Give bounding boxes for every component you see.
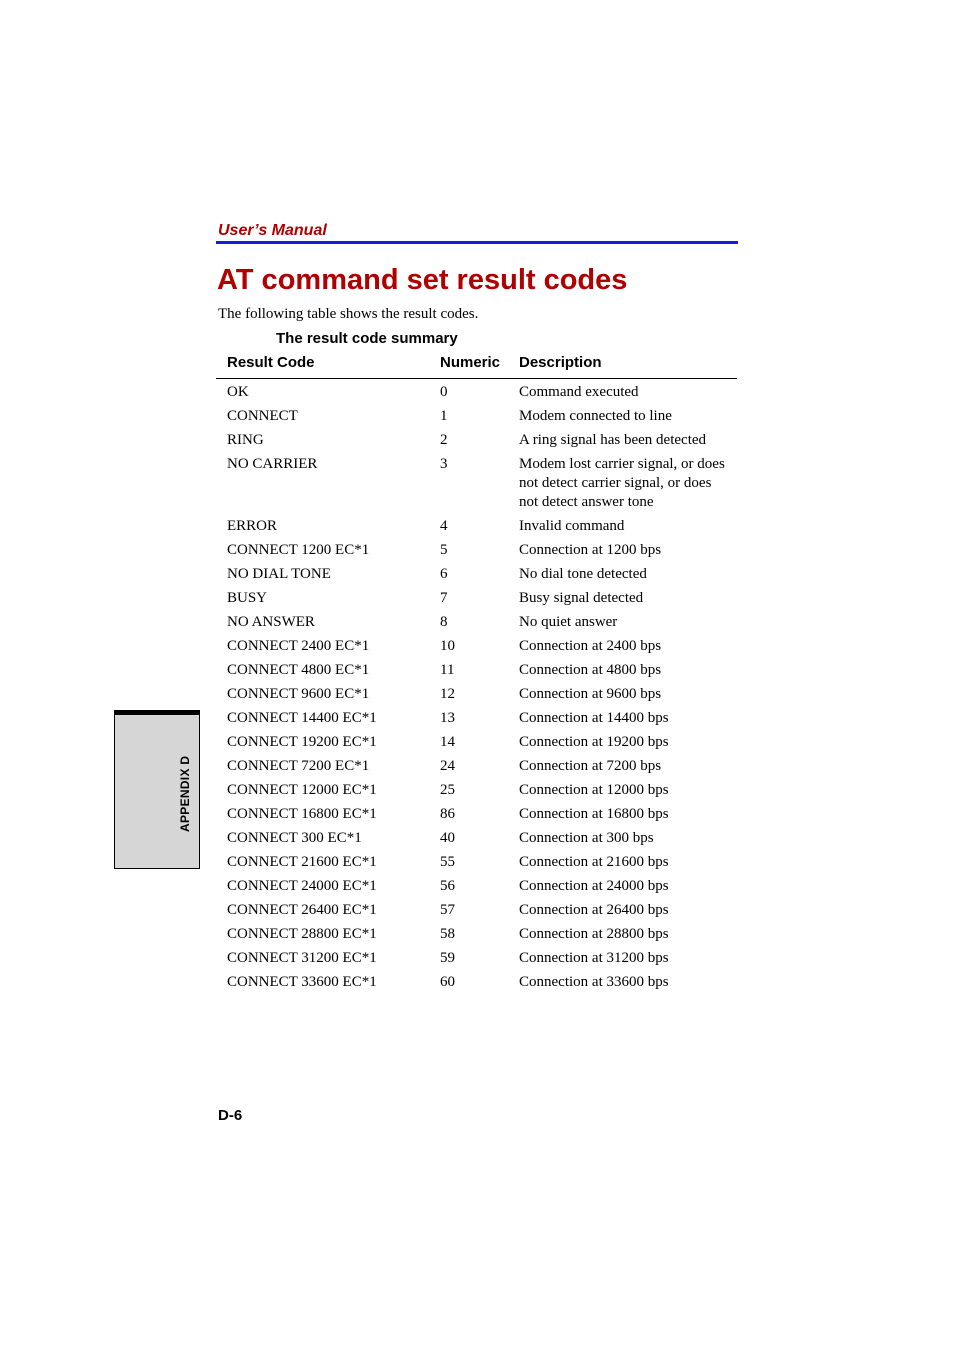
table-row: [0, 565, 954, 589]
table-row: [0, 661, 954, 685]
description-cell: Connection at 31200 bps: [519, 950, 669, 966]
description-cell: Modem connected to line: [519, 408, 672, 424]
numeric-cell: 11: [440, 662, 455, 678]
numeric-cell: 1: [440, 408, 448, 424]
result-code-cell: CONNECT 19200 EC*1: [227, 734, 377, 750]
numeric-cell: 57: [440, 902, 455, 918]
numeric-cell: 0: [440, 384, 448, 400]
column-header-result-code: Result Code: [227, 354, 315, 371]
description-cell: Connection at 9600 bps: [519, 686, 662, 702]
appendix-side-tab-label: APPENDIX D: [178, 755, 192, 832]
description-cell: Invalid command: [519, 518, 625, 534]
page-title: AT command set result codes: [217, 264, 628, 296]
description-cell: Connection at 24000 bps: [519, 878, 669, 894]
numeric-cell: 14: [440, 734, 455, 750]
description-cell: Connection at 33600 bps: [519, 974, 669, 990]
numeric-cell: 5: [440, 542, 448, 558]
result-code-cell: BUSY: [227, 590, 268, 606]
intro-text: The following table shows the result codes.: [218, 306, 479, 322]
description-cell: Connection at 28800 bps: [519, 926, 669, 942]
result-code-cell: CONNECT 21600 EC*1: [227, 854, 377, 870]
result-code-cell: CONNECT 14400 EC*1: [227, 710, 377, 726]
result-code-cell: CONNECT 28800 EC*1: [227, 926, 377, 942]
description-cell: Connection at 300 bps: [519, 830, 654, 846]
result-code-cell: OK: [227, 384, 249, 400]
numeric-cell: 12: [440, 686, 455, 702]
column-header-description: Description: [519, 354, 602, 371]
numeric-cell: 7: [440, 590, 448, 606]
numeric-cell: 24: [440, 758, 455, 774]
description-cell: Modem lost carrier signal, or does not detect carrier signal, or does not detect answer tone: [519, 456, 725, 510]
result-code-cell: CONNECT 24000 EC*1: [227, 878, 377, 894]
page-number: D-6: [218, 1107, 243, 1124]
result-code-cell: CONNECT 4800 EC*1: [227, 662, 370, 678]
result-code-cell: CONNECT 16800 EC*1: [227, 806, 377, 822]
numeric-cell: 56: [440, 878, 455, 894]
numeric-cell: 60: [440, 974, 455, 990]
table-caption: The result code summary: [276, 330, 458, 347]
numeric-cell: 6: [440, 566, 448, 582]
description-cell: Command executed: [519, 384, 639, 400]
description-cell: No dial tone detected: [519, 566, 647, 582]
description-cell: Connection at 7200 bps: [519, 758, 662, 774]
table-row: [0, 925, 954, 949]
table-row: [0, 877, 954, 901]
result-code-cell: CONNECT 33600 EC*1: [227, 974, 377, 990]
result-code-cell: NO CARRIER: [227, 456, 318, 472]
description-cell: Connection at 26400 bps: [519, 902, 669, 918]
result-code-cell: NO ANSWER: [227, 614, 315, 630]
running-header-title: User’s Manual: [218, 222, 327, 239]
result-code-cell: CONNECT 2400 EC*1: [227, 638, 370, 654]
result-code-cell: RING: [227, 432, 264, 448]
table-row: [0, 455, 954, 517]
description-cell: No quiet answer: [519, 614, 618, 630]
result-code-cell: CONNECT 31200 EC*1: [227, 950, 377, 966]
table-row: [0, 901, 954, 925]
result-code-cell: CONNECT 1200 EC*1: [227, 542, 370, 558]
table-row: [0, 431, 954, 455]
table-row: [0, 613, 954, 637]
result-code-cell: ERROR: [227, 518, 278, 534]
header-rule: [216, 241, 738, 244]
result-code-cell: CONNECT 9600 EC*1: [227, 686, 370, 702]
numeric-cell: 8: [440, 614, 448, 630]
table-row: [0, 589, 954, 613]
table-header-rule: [216, 378, 737, 379]
numeric-cell: 86: [440, 806, 455, 822]
result-code-cell: CONNECT 300 EC*1: [227, 830, 362, 846]
table-row: [0, 383, 954, 407]
numeric-cell: 55: [440, 854, 455, 870]
table-row: [0, 517, 954, 541]
result-code-table-body: [0, 383, 954, 997]
description-cell: Connection at 21600 bps: [519, 854, 669, 870]
numeric-cell: 25: [440, 782, 455, 798]
description-cell: Connection at 14400 bps: [519, 710, 669, 726]
result-code-cell: CONNECT 26400 EC*1: [227, 902, 377, 918]
result-code-cell: CONNECT 7200 EC*1: [227, 758, 370, 774]
result-code-cell: CONNECT: [227, 408, 298, 424]
description-cell: Connection at 12000 bps: [519, 782, 669, 798]
numeric-cell: 40: [440, 830, 455, 846]
numeric-cell: 58: [440, 926, 455, 942]
table-row: [0, 949, 954, 973]
numeric-cell: 59: [440, 950, 455, 966]
numeric-cell: 3: [440, 456, 448, 472]
description-cell: Connection at 19200 bps: [519, 734, 669, 750]
description-cell: Connection at 1200 bps: [519, 542, 662, 558]
result-code-cell: NO DIAL TONE: [227, 566, 331, 582]
numeric-cell: 2: [440, 432, 448, 448]
numeric-cell: 4: [440, 518, 448, 534]
description-cell: Busy signal detected: [519, 590, 644, 606]
table-row: [0, 407, 954, 431]
numeric-cell: 10: [440, 638, 455, 654]
description-cell: Connection at 4800 bps: [519, 662, 662, 678]
description-cell: A ring signal has been detected: [519, 432, 707, 448]
column-header-numeric: Numeric: [440, 354, 501, 371]
table-row: [0, 637, 954, 661]
table-row: [0, 685, 954, 709]
table-row: [0, 973, 954, 997]
description-cell: Connection at 2400 bps: [519, 638, 662, 654]
numeric-cell: 13: [440, 710, 455, 726]
table-row: [0, 541, 954, 565]
description-cell: Connection at 16800 bps: [519, 806, 669, 822]
result-code-cell: CONNECT 12000 EC*1: [227, 782, 377, 798]
